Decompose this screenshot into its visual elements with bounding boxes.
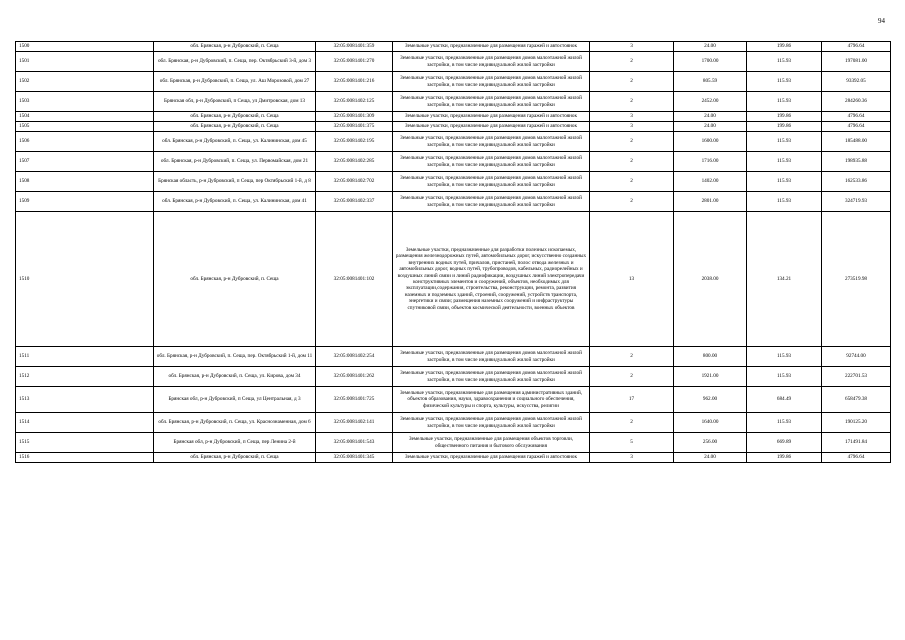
area-cell: 962.00 bbox=[674, 387, 747, 413]
address-cell: обл. Брянская, р-н Дубровский, п. Сеща, ул. Аш Морозовой, дом 27 bbox=[154, 72, 316, 92]
group-cell: 2 bbox=[590, 152, 674, 172]
area-cell: 2801.00 bbox=[674, 192, 747, 212]
land-cadastral-table bbox=[15, 41, 891, 463]
land-use-cell: Земельные участки, предназначенные для размещения домов малоэтажной жилой застройки, в том числе индивидуальной жилой застройки bbox=[393, 413, 590, 433]
land-use-cell: Земельные участки, предназначенные для размещения домов малоэтажной жилой застройки, в том числе индивидуальной жилой застройки bbox=[393, 367, 590, 387]
row-number: 1511 bbox=[16, 347, 154, 367]
land-use-cell: Земельные участки, предназначенные для размещения домов малоэтажной жилой застройки, в том числе индивидуальной жилой застройки bbox=[393, 347, 590, 367]
area-cell: 24.00 bbox=[674, 453, 747, 463]
address-cell: обл. Брянская, р-н Дубровский, п. Сеща, ул. Первомайская, дом 21 bbox=[154, 152, 316, 172]
row-number: 1514 bbox=[16, 413, 154, 433]
table-row bbox=[16, 453, 891, 463]
area-cell: 1716.00 bbox=[674, 152, 747, 172]
rate-cell: 669.89 bbox=[747, 433, 822, 453]
group-cell: 2 bbox=[590, 52, 674, 72]
land-use-cell: Земельные участки, предназначенные для размещения домов малоэтажной жилой застройки, в том числе индивидуальной жилой застройки bbox=[393, 192, 590, 212]
address-cell: Брянская обл, р-н Дубровский, п Сеща, ул Центральная, д 3 bbox=[154, 387, 316, 413]
row-number: 1509 bbox=[16, 192, 154, 212]
table-row bbox=[16, 192, 891, 212]
rate-cell: 115.93 bbox=[747, 132, 822, 152]
table-row bbox=[16, 413, 891, 433]
row-number: 1503 bbox=[16, 92, 154, 112]
cadastral-value-cell: 197081.00 bbox=[822, 52, 891, 72]
area-cell: 24.00 bbox=[674, 42, 747, 52]
cadastral-value-cell: 4796.64 bbox=[822, 122, 891, 132]
rate-cell: 199.86 bbox=[747, 42, 822, 52]
cadastral-value-cell: 658479.38 bbox=[822, 387, 891, 413]
address-cell: Брянская область, р-н Дубровский, п Сеща, пер Октябрьский 1-й, д 8 bbox=[154, 172, 316, 192]
cadastral-number-cell: 32:05:0081402:254 bbox=[316, 347, 393, 367]
cadastral-value-cell: 284260.36 bbox=[822, 92, 891, 112]
address-cell: обл. Брянская, р-н Дубровский, п. Сеща, ул. Калининская, дом 41 bbox=[154, 192, 316, 212]
cadastral-number-cell: 32:05:0081401:102 bbox=[316, 212, 393, 347]
row-number: 1510 bbox=[16, 212, 154, 347]
table-row bbox=[16, 172, 891, 192]
rate-cell: 115.93 bbox=[747, 367, 822, 387]
cadastral-value-cell: 273519.98 bbox=[822, 212, 891, 347]
table-row bbox=[16, 112, 891, 122]
group-cell: 3 bbox=[590, 122, 674, 132]
group-cell: 3 bbox=[590, 42, 674, 52]
cadastral-value-cell: 4796.64 bbox=[822, 453, 891, 463]
row-number: 1505 bbox=[16, 122, 154, 132]
area-cell: 1700.00 bbox=[674, 52, 747, 72]
address-cell: обл. Брянская, р-н Дубровский, п. Сеща bbox=[154, 453, 316, 463]
cadastral-number-cell: 32:05:0081402:285 bbox=[316, 152, 393, 172]
cadastral-number-cell: 32:05:0081401:270 bbox=[316, 52, 393, 72]
row-number: 1501 bbox=[16, 52, 154, 72]
area-cell: 1600.00 bbox=[674, 132, 747, 152]
cadastral-number-cell: 32:05:0081402:337 bbox=[316, 192, 393, 212]
land-use-cell: Земельные участки, предназначенные для размещения гаражей и автостоянок bbox=[393, 453, 590, 463]
table-row bbox=[16, 433, 891, 453]
cadastral-number-cell: 32:05:0081401:345 bbox=[316, 453, 393, 463]
row-number: 1502 bbox=[16, 72, 154, 92]
land-use-cell: Земельные участки, предназначенные для размещения гаражей и автостоянок bbox=[393, 42, 590, 52]
rate-cell: 115.93 bbox=[747, 192, 822, 212]
row-number: 1507 bbox=[16, 152, 154, 172]
rate-cell: 115.93 bbox=[747, 52, 822, 72]
cadastral-value-cell: 222701.53 bbox=[822, 367, 891, 387]
group-cell: 2 bbox=[590, 132, 674, 152]
group-cell: 3 bbox=[590, 453, 674, 463]
cadastral-number-cell: 32:05:0081401:725 bbox=[316, 387, 393, 413]
table-row bbox=[16, 52, 891, 72]
row-number: 1513 bbox=[16, 387, 154, 413]
cadastral-number-cell: 32:05:0081401:375 bbox=[316, 122, 393, 132]
table-row bbox=[16, 72, 891, 92]
address-cell: обл. Брянская, р-н Дубровский, п. Сеща, ул. Краснознаменная, дом 6 bbox=[154, 413, 316, 433]
address-cell: Брянская обл, р-н Дубровский, п Сеща, ул Дмитровская, дом 13 bbox=[154, 92, 316, 112]
table-row bbox=[16, 152, 891, 172]
cadastral-value-cell: 171491.84 bbox=[822, 433, 891, 453]
land-use-cell: Земельные участки, предназначенные для размещения домов малоэтажной жилой застройки, в том числе индивидуальной жилой застройки bbox=[393, 152, 590, 172]
address-cell: обл. Брянская, р-н Дубровский, п. Сеща bbox=[154, 122, 316, 132]
cadastral-value-cell: 4796.64 bbox=[822, 112, 891, 122]
land-use-cell: Земельные участки, предназначенные для размещения домов малоэтажной жилой застройки, в том числе индивидуальной жилой застройки bbox=[393, 72, 590, 92]
group-cell: 2 bbox=[590, 347, 674, 367]
row-number: 1506 bbox=[16, 132, 154, 152]
land-use-cell: Земельные участки, предназначенные для разработки полезных ископаемых, размещения железнодорожных путей, автомобильных дорог, искусственно созданных внутренних водных путей, причалов, пристаней, полос отвода железных и автомобильных дорог, водных путей, трубопроводов, кабельных, радиорелейных и воздушных линий связи и линий радиофикации, воздушных линий электропередачи конструктивных элементов и сооружений, объектов, необходимых для эксплуатации,содержания, строительства, реконструкции, ремонта, развития наземных и подземных зданий, строений, сооружений, устройств транспорта, энергетики и связи; размещения наземных сооружений и инфраструктуры спутниковой связи, объектов космической деятельности, военных объектов bbox=[393, 212, 590, 347]
group-cell: 3 bbox=[590, 112, 674, 122]
cadastral-value-cell: 190125.20 bbox=[822, 413, 891, 433]
row-number: 1515 bbox=[16, 433, 154, 453]
cadastral-number-cell: 32:05:0081401:309 bbox=[316, 112, 393, 122]
area-cell: 1640.00 bbox=[674, 413, 747, 433]
area-cell: 24.00 bbox=[674, 112, 747, 122]
rate-cell: 115.93 bbox=[747, 72, 822, 92]
cadastral-number-cell: 32:05:0081401:216 bbox=[316, 72, 393, 92]
table-row bbox=[16, 132, 891, 152]
cadastral-value-cell: 185488.00 bbox=[822, 132, 891, 152]
cadastral-number-cell: 32:05:0081402:702 bbox=[316, 172, 393, 192]
land-use-cell: Земельные участки, предназначенные для размещения объектов торговли, общественного питания и бытового обслуживания bbox=[393, 433, 590, 453]
cadastral-number-cell: 32:05:0081401:262 bbox=[316, 367, 393, 387]
area-cell: 1921.00 bbox=[674, 367, 747, 387]
cadastral-value-cell: 198935.88 bbox=[822, 152, 891, 172]
cadastral-number-cell: 32:05:0081401:359 bbox=[316, 42, 393, 52]
cadastral-number-cell: 32:05:0081401:543 bbox=[316, 433, 393, 453]
area-cell: 2038.00 bbox=[674, 212, 747, 347]
table-row bbox=[16, 212, 891, 347]
group-cell: 13 bbox=[590, 212, 674, 347]
address-cell: обл. Брянская, р-н Дубровский, п. Сеща bbox=[154, 42, 316, 52]
address-cell: обл. Брянская, р-н Дубровский, п. Сеща, пер. Октябрьский 3-й, дом 3 bbox=[154, 52, 316, 72]
land-use-cell: Земельные участки, предназначенные для размещения домов малоэтажной жилой застройки, в том числе индивидуальной жилой застройки bbox=[393, 172, 590, 192]
cadastral-number-cell: 32:05:0081402:195 bbox=[316, 132, 393, 152]
rate-cell: 199.86 bbox=[747, 453, 822, 463]
cadastral-value-cell: 93392.05 bbox=[822, 72, 891, 92]
table-row bbox=[16, 42, 891, 52]
address-cell: обл. Брянская, р-н Дубровский, п. Сеща bbox=[154, 112, 316, 122]
rate-cell: 115.93 bbox=[747, 347, 822, 367]
address-cell: обл. Брянская, р-н Дубровский, п. Сеща, пер. Октябрьский 1-й, дом 11 bbox=[154, 347, 316, 367]
land-use-cell: Земельные участки, предназначенные для размещения домов малоэтажной жилой застройки, в том числе индивидуальной жилой застройки bbox=[393, 52, 590, 72]
group-cell: 17 bbox=[590, 387, 674, 413]
rate-cell: 199.86 bbox=[747, 122, 822, 132]
rate-cell: 134.21 bbox=[747, 212, 822, 347]
row-number: 1512 bbox=[16, 367, 154, 387]
group-cell: 5 bbox=[590, 433, 674, 453]
group-cell: 2 bbox=[590, 92, 674, 112]
rate-cell: 115.93 bbox=[747, 92, 822, 112]
group-cell: 2 bbox=[590, 72, 674, 92]
row-number: 1500 bbox=[16, 42, 154, 52]
land-use-cell: Земельные участки, предназначенные для размещения гаражей и автостоянок bbox=[393, 112, 590, 122]
table-row bbox=[16, 387, 891, 413]
table-row bbox=[16, 367, 891, 387]
group-cell: 2 bbox=[590, 172, 674, 192]
table-row bbox=[16, 347, 891, 367]
rate-cell: 199.86 bbox=[747, 112, 822, 122]
area-cell: 2452.00 bbox=[674, 92, 747, 112]
table-row bbox=[16, 92, 891, 112]
land-use-cell: Земельные участки, предназначенные для размещения домов малоэтажной жилой застройки, в том числе индивидуальной жилой застройки bbox=[393, 132, 590, 152]
table-row bbox=[16, 122, 891, 132]
row-number: 1508 bbox=[16, 172, 154, 192]
page-number: 94 bbox=[878, 17, 885, 25]
area-cell: 800.00 bbox=[674, 347, 747, 367]
land-use-cell: Земельные участки, предназначенные для размещения гаражей и автостоянок bbox=[393, 122, 590, 132]
rate-cell: 115.93 bbox=[747, 172, 822, 192]
area-cell: 1402.00 bbox=[674, 172, 747, 192]
address-cell: обл. Брянская, р-н Дубровский, п. Сеща bbox=[154, 212, 316, 347]
cadastral-number-cell: 32:05:0081402:141 bbox=[316, 413, 393, 433]
area-cell: 256.00 bbox=[674, 433, 747, 453]
address-cell: обл. Брянская, р-н Дубровский, п. Сеща, ул. Кирова, дом 34 bbox=[154, 367, 316, 387]
cadastral-number-cell: 32:05:0081402:125 bbox=[316, 92, 393, 112]
group-cell: 2 bbox=[590, 413, 674, 433]
row-number: 1504 bbox=[16, 112, 154, 122]
land-use-cell: Земельные участки, предназначенные для размещения домов малоэтажной жилой застройки, в том числе индивидуальной жилой застройки bbox=[393, 92, 590, 112]
address-cell: Брянская обл, р-н Дубровский, п Сеща, пер Ленина 2-й bbox=[154, 433, 316, 453]
rate-cell: 115.93 bbox=[747, 152, 822, 172]
group-cell: 2 bbox=[590, 192, 674, 212]
row-number: 1516 bbox=[16, 453, 154, 463]
area-cell: 805.59 bbox=[674, 72, 747, 92]
cadastral-value-cell: 92744.00 bbox=[822, 347, 891, 367]
area-cell: 24.00 bbox=[674, 122, 747, 132]
land-use-cell: Земельные участки, предназначенные для размещения административных зданий, объектов образования, науки, здравоохранения и социального обеспечения, физической культуры и спорта, культуры, искусства, религии bbox=[393, 387, 590, 413]
cadastral-value-cell: 162533.86 bbox=[822, 172, 891, 192]
rate-cell: 115.93 bbox=[747, 413, 822, 433]
address-cell: обл. Брянская, р-н Дубровский, п. Сеща, ул. Калининская, дом 45 bbox=[154, 132, 316, 152]
group-cell: 2 bbox=[590, 367, 674, 387]
cadastral-value-cell: 324719.93 bbox=[822, 192, 891, 212]
rate-cell: 684.49 bbox=[747, 387, 822, 413]
cadastral-value-cell: 4796.64 bbox=[822, 42, 891, 52]
